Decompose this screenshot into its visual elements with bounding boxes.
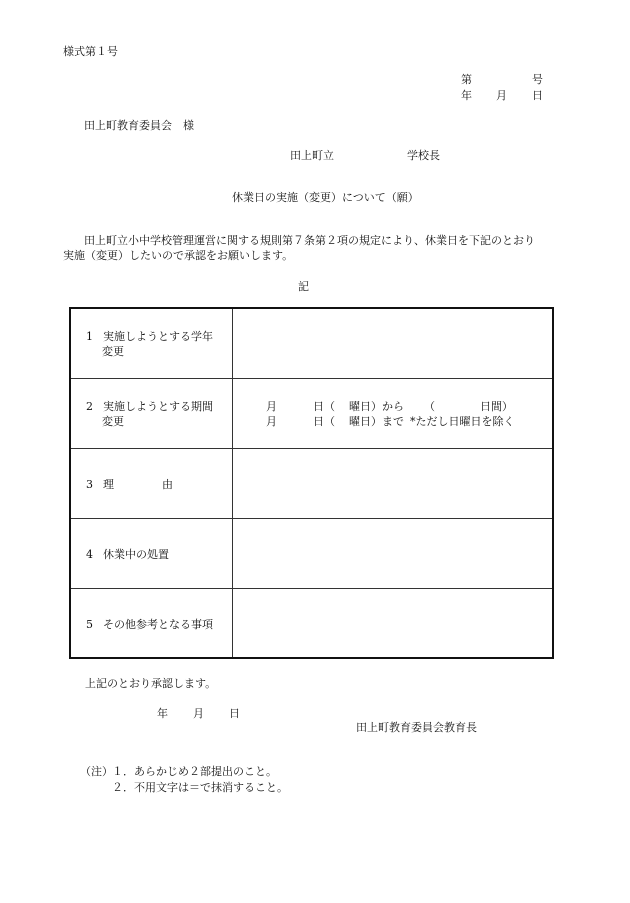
addressee: 田上町教育委員会 様: [84, 119, 194, 132]
period-to-line: [266, 414, 515, 429]
period-label-line1: 実施しようとする期間: [103, 400, 213, 413]
period-days-open: （: [424, 400, 435, 413]
other-label: [86, 617, 213, 632]
sender-prefix: 田上町立: [290, 149, 334, 162]
date-day: 日: [532, 89, 543, 102]
period-from-day: 日（: [313, 400, 335, 413]
period-label-line2: 変更: [102, 415, 124, 428]
approval-year: 年: [157, 707, 168, 720]
period-days: 日間）: [480, 400, 513, 413]
period-to-month: 月: [266, 415, 277, 428]
row-number: 4: [86, 548, 93, 561]
details-table: [69, 307, 554, 659]
grade-label: [86, 329, 213, 359]
period-note: *ただし日曜日を除く: [410, 415, 515, 428]
row-number: 3: [86, 478, 93, 491]
period-label: [86, 399, 213, 429]
document-title: 休業日の実施（変更）について（願）: [232, 191, 419, 204]
note-item: ２．不用文字は＝で抹消すること。: [112, 781, 288, 794]
sender-suffix: 学校長: [407, 149, 440, 162]
grade-label-line1: 実施しようとする学年: [103, 330, 213, 343]
reason-label: [86, 477, 173, 492]
approval-statement: 上記のとおり承認します。: [85, 677, 217, 690]
row-number: 1: [86, 330, 93, 343]
table-row-period: [71, 379, 552, 449]
table-row-other: [71, 589, 552, 659]
period-from-weekday: 曜日）から: [349, 400, 404, 413]
ki-heading: 記: [298, 280, 309, 293]
notes-label: （注）: [80, 765, 113, 778]
period-from-line: [266, 399, 513, 414]
measures-label: [86, 547, 169, 562]
body-line-2: 実施（変更）したいので承認をお願いします。: [63, 249, 294, 262]
reason-label-a: 理: [103, 478, 114, 491]
body-line-1: 田上町立小中学校管理運営に関する規則第７条第２項の規定により、休業日を下記のとおり: [84, 234, 535, 247]
date-month: 月: [496, 89, 507, 102]
row-number: 5: [86, 618, 93, 631]
period-from-month: 月: [266, 400, 277, 413]
period-to-weekday: 曜日）まで: [349, 415, 404, 428]
other-label-text: その他参考となる事項: [103, 618, 213, 631]
row-number: 2: [86, 400, 93, 413]
measures-label-text: 休業中の処置: [103, 548, 169, 561]
approver: 田上町教育委員会教育長: [356, 721, 477, 734]
doc-number-suffix: 号: [532, 73, 543, 86]
table-row-reason: [71, 449, 552, 519]
table-row-measures: [71, 519, 552, 589]
doc-number-prefix: 第: [461, 73, 472, 86]
form-number: 様式第１号: [63, 45, 118, 58]
note-item: １．あらかじめ２部提出のこと。: [112, 765, 277, 778]
table-row-grade: [71, 309, 552, 379]
date-year: 年: [461, 89, 472, 102]
period-to-day: 日（: [313, 415, 335, 428]
approval-month: 月: [193, 707, 204, 720]
reason-label-b: 由: [162, 478, 173, 491]
grade-label-line2: 変更: [102, 345, 124, 358]
approval-day: 日: [229, 707, 240, 720]
